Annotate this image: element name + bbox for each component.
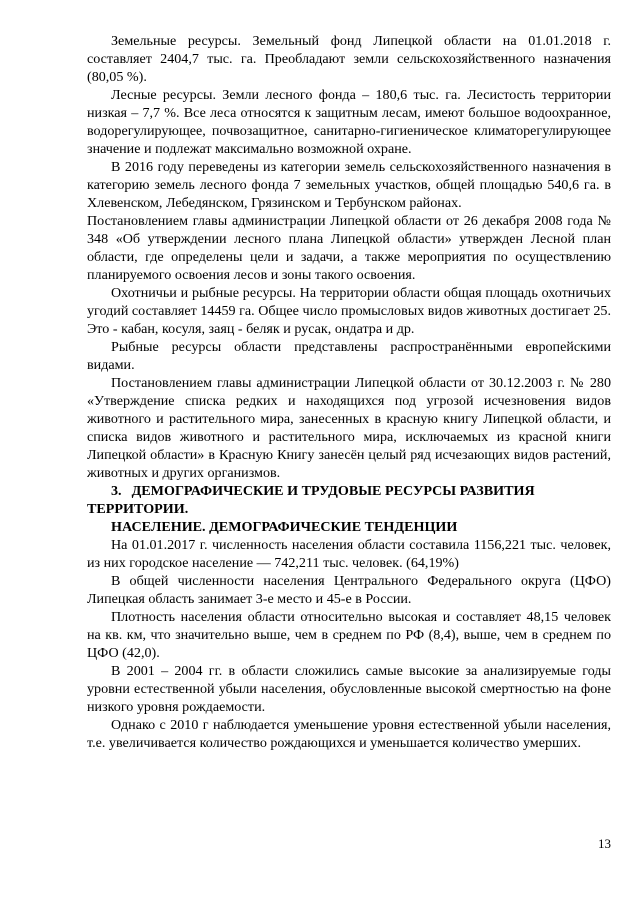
paragraph-forest-plan-resolution: Постановлением главы администрации Липецкой области от 26 декабря 2008 года № 348 «Об утверждении лесного плана Липецкой области» утвержден Лесной план области, где определены цели и задачи, а также мероприятия по осуществлению планируемого освоения лесов и зоны такого освоения.: [87, 213, 611, 283]
paragraph-decline-since-2010: Однако с 2010 г наблюдается уменьшение уровня естественной убыли населения, т.е. увеличивается количество рождающихся и уменьшается количество умерших.: [87, 717, 611, 751]
paragraph-land-transfer-2016: В 2016 году переведены из категории земель сельскохозяйственного назначения в категорию земель лесного фонда 7 земельных участков, общей площадью 540,6 га. в Хлевенском, Лебедянском, Грязинском и Тербунском районах.: [87, 159, 611, 211]
section-title-line2: ТЕРРИТОРИИ.: [87, 501, 189, 517]
paragraph-land-resources: Земельные ресурсы. Земельный фонд Липецкой области на 01.01.2018 г. составляет 2404,7 тыс. га. Преобладают земли сельскохозяйственного назначения (80,05 %).: [87, 33, 611, 85]
paragraph-red-book-resolution: Постановлением главы администрации Липецкой области от 30.12.2003 г. № 280 «Утверждение списка редких и находящихся под угрозой исчезновения видов животного и растительного мира, занесенных в красную книгу Липецкой области, и списка видов животного и растительного мира, исключаемых из красной книги Липецкой области» в Красную Книгу занесён целый ряд исчезающих видов растений, животных и других организмов.: [87, 375, 611, 481]
paragraph-forest-resources: Лесные ресурсы. Земли лесного фонда – 180,6 тыс. га. Лесистость территории низкая – 7,7 %. Все леса относятся к защитным лесам, имеют большое водоохранное, водорегулирующее, почвозащитное, санитарно-гигиеническое климаторегулирующее значение и подлежат максимально возможной охране.: [87, 87, 611, 157]
page-content: [87, 32, 611, 752]
subsection-heading-population: НАСЕЛЕНИЕ. ДЕМОГРАФИЧЕСКИЕ ТЕНДЕНЦИИ: [111, 519, 458, 535]
paragraph-population-2017: На 01.01.2017 г. численность населения области составила 1156,221 тыс. человек, из них городское население — 742,211 тыс. человек. (64,19%): [87, 537, 611, 571]
paragraph-fish-resources: Рыбные ресурсы области представлены распространёнными европейскими видами.: [87, 339, 611, 373]
paragraph-natural-decline-2001-2004: В 2001 – 2004 гг. в области сложились самые высокие за анализируемые годы уровни естественной убыли населения, обусловленные высокой смертностью на фоне низкого уровня рождаемости.: [87, 663, 611, 715]
paragraph-hunting-fishing-resources: Охотничьи и рыбные ресурсы. На территории области общая площадь охотничьих угодий составляет 14459 га. Общее число промысловых видов животных достигает 25. Это - кабан, косуля, заяц - беляк и русак, ондатра и др.: [87, 285, 611, 337]
paragraph-cfd-rank: В общей численности населения Центрального Федерального округа (ЦФО) Липецкая область занимает 3-е место и 45-е в России.: [87, 573, 611, 607]
page-number: 13: [598, 836, 611, 851]
section-heading-demographic: [87, 482, 611, 518]
section-number: 3.: [111, 483, 122, 499]
section-title-line1: ДЕМОГРАФИЧЕСКИЕ И ТРУДОВЫЕ РЕСУРСЫ РАЗВИТИЯ: [131, 483, 535, 499]
paragraph-population-density: Плотность населения области относительно высокая и составляет 48,15 человек на кв. км, что значительно выше, чем в среднем по РФ (8,4), выше, чем в среднем по ЦФО (42,0).: [87, 609, 611, 661]
